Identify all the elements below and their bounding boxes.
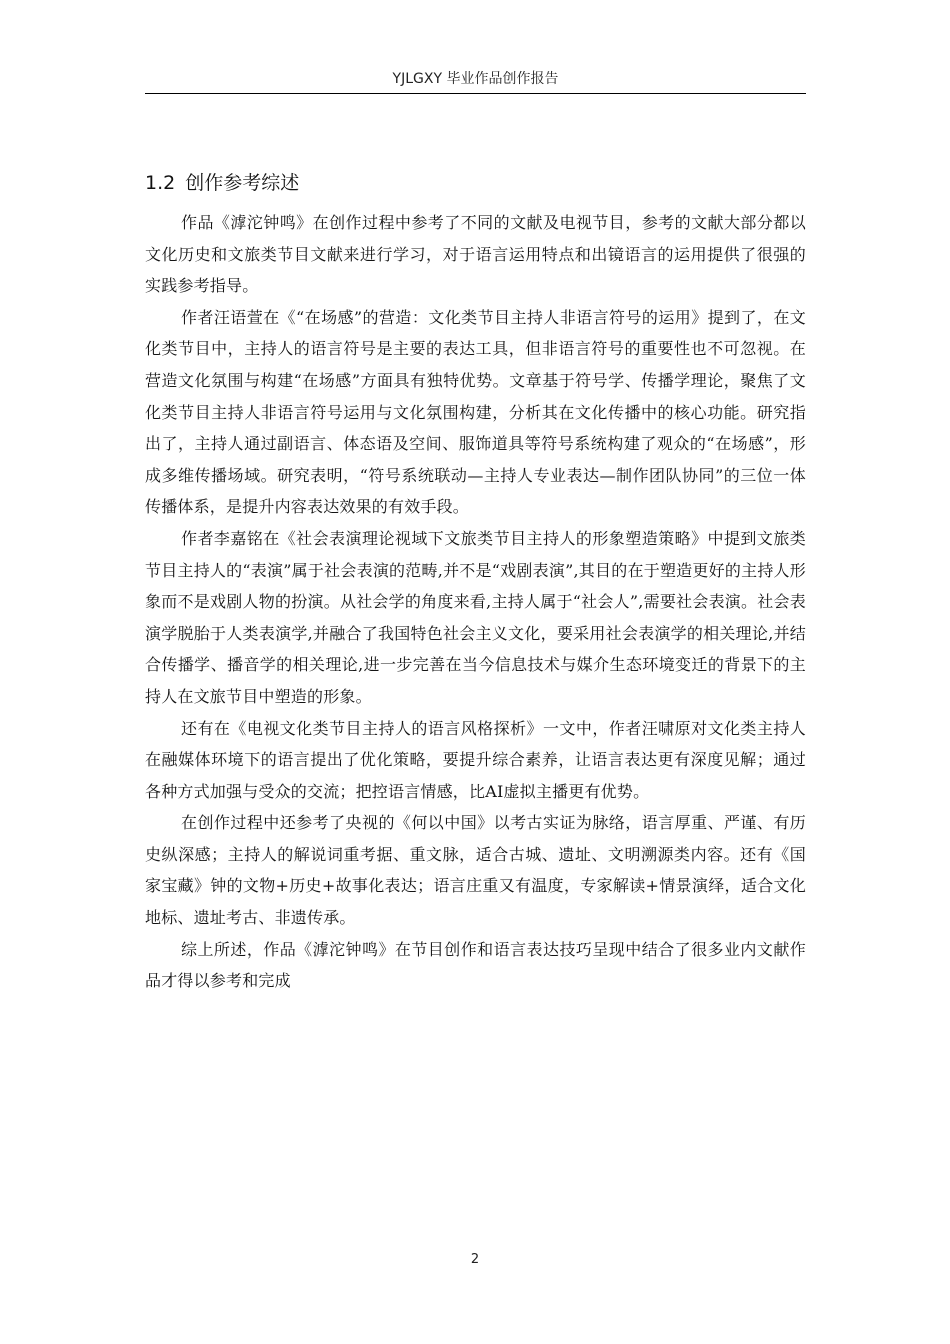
page-header-title: YJLGXY 毕业作品创作报告 [392, 71, 559, 87]
paragraph-li-jiaming: 作者李嘉铭在《社会表演理论视域下文旅类节目主持人的形象塑造策略》中提到文旅类节目主持人的“表演”属于社会表演的范畴,并不是“戏剧表演”,其目的在于塑造更好的主持人形象而不是戏剧人物的扮演。从社会学的角度来看,主持人属于“社会人”,需要社会表演。社会表演学脱胎于人类表演学,并融合了我国特色社会主义文化，要采用社会表演学的相关理论,并结合传播学、播音学的相关理论,进一步完善在当今信息技术与媒介生态环境变迁的背景下的主持人在文旅节目中塑造的形象。 [145, 528, 806, 706]
section-heading [145, 170, 299, 196]
paragraph-intro: 作品《滹沱钟鸣》在创作过程中参考了不同的文献及电视节目，参考的文献大部分都以文化历史和文旅类节目文献来进行学习，对于语言运用特点和出镜语言的运用提供了很强的实践参考指导。 [145, 213, 806, 296]
paragraph-wang-yuxuan: 作者汪语萱在《“在场感”的营造：文化类节目主持人非语言符号的运用》提到了，在文化类节目中，主持人的语言符号是主要的表达工具，但非语言符号的重要性也不可忽视。在营造文化氛围与构建“在场感”方面具有独特优势。文章基于符号学、传播学理论，聚焦了文化类节目主持人非语言符号运用与文化氛围构建，分析其在文化传播中的核心功能。研究指出了，主持人通过副语言、体态语及空间、服饰道具等符号系统构建了观众的“在场感”，形成多维传播场域。研究表明，“符号系统联动—主持人专业表达—制作团队协同”的三位一体传播体系，是提升内容表达效果的有效手段。 [145, 307, 806, 517]
section-title: 创作参考综述 [185, 172, 300, 194]
body-text [145, 207, 806, 997]
paragraph-cctv-programs: 在创作过程中还参考了央视的《何以中国》以考古实证为脉络，语言厚重、严谨、有历史纵深感；主持人的解说词重考据、重文脉，适合古城、遗址、文明溯源类内容。还有《国家宝藏》钟的文物+历史+故事化表达；语言庄重又有温度，专家解读+情景演绎，适合文化地标、遗址考古、非遗传承。 [145, 813, 806, 928]
header-divider [145, 93, 806, 94]
paragraph-summary: 综上所述，作品《滹沱钟鸣》在节目创作和语言表达技巧呈现中结合了很多业内文献作品才得以参考和完成 [145, 939, 806, 991]
paragraph-wang-xiaoyuan: 还有在《电视文化类节目主持人的语言风格探析》一文中，作者汪啸原对文化类主持人在融媒体环境下的语言提出了优化策略，要提升综合素养，让语言表达更有深度见解；通过各种方式加强与受众的交流；把控语言情感，比AI虚拟主播更有优势。 [145, 718, 806, 801]
page-number: 2 [470, 1252, 480, 1267]
section-number: 1.2 [145, 172, 176, 194]
